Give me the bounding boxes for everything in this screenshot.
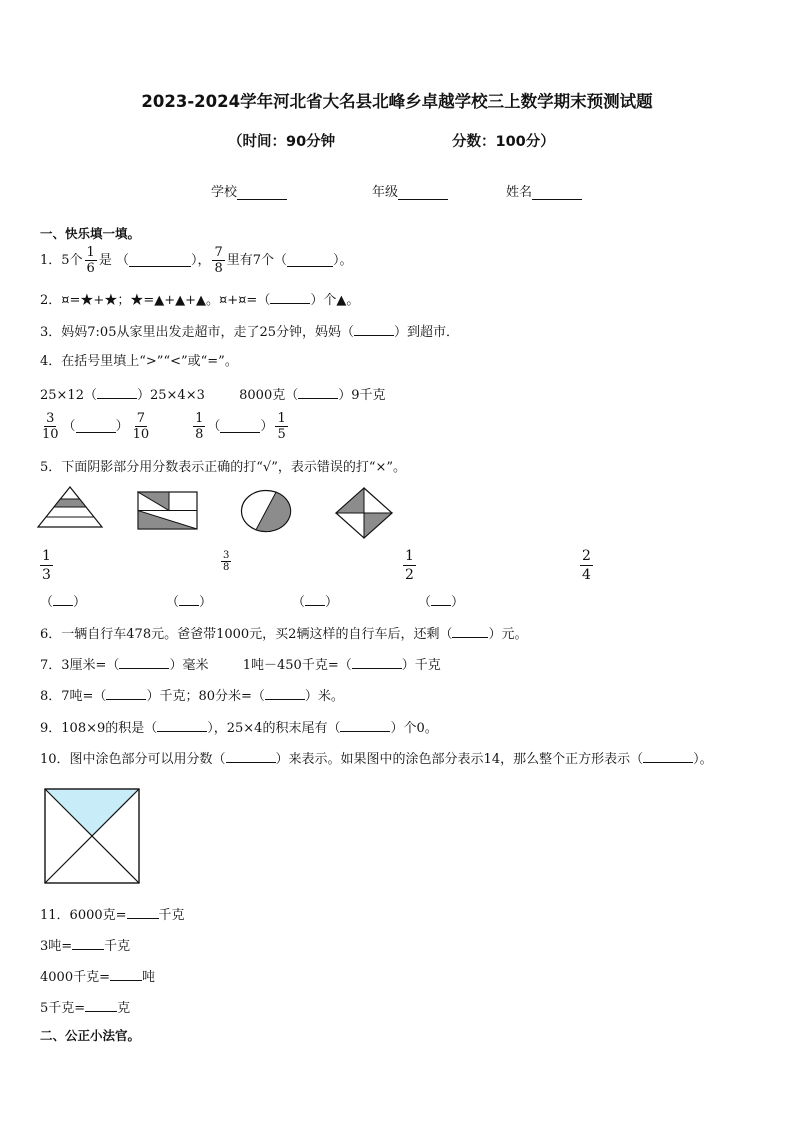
school-blank[interactable] [237, 186, 287, 200]
q1-blank-1[interactable] [129, 254, 191, 267]
school-label: 学校 [211, 185, 238, 200]
question-11-row-2 [40, 937, 130, 955]
q5-answer-2[interactable]: （ ） [166, 595, 213, 610]
q1-text-b: 是 （ [98, 252, 129, 268]
section-1-heading: 一、快乐填一填。 [40, 226, 141, 241]
q3-blank[interactable] [354, 323, 394, 336]
q6-blank[interactable] [452, 625, 488, 638]
q4-blank-3[interactable] [76, 420, 116, 433]
section-2-heading: 二、公正小法官。 [40, 1028, 141, 1043]
q7-text-a: 7．3厘米=（ [40, 658, 120, 673]
exam-time: （时间：90分钟 [228, 134, 336, 150]
q10-blank-1[interactable] [226, 750, 276, 763]
question-11-row-4 [40, 999, 130, 1017]
q4-text-c: 8000克（ [239, 388, 299, 403]
grade-label: 年级 [372, 185, 399, 200]
q2-text-a: 2．¤=★+★；★=▲+▲+▲。¤+¤=（ [40, 293, 271, 308]
question-3 [40, 323, 459, 341]
q10-blank-2[interactable] [643, 750, 693, 763]
q8-blank-2[interactable] [265, 687, 305, 700]
q2-text-b: ）个▲。 [310, 293, 360, 308]
q4-blank-1[interactable] [97, 386, 137, 399]
q5-fraction-1: $\frac{1}{3}$ [42, 548, 51, 583]
q4-text-d: ）9千克 [338, 388, 386, 403]
q1-text-g: ）。 [333, 252, 353, 268]
q5-answer-3[interactable]: （ ） [292, 595, 339, 610]
q10-text-c: ）。 [693, 752, 713, 767]
q9-text-b: ），25×4的积末尾有（ [207, 721, 341, 736]
question-1 [40, 245, 353, 276]
q8-text-b: ）千克；80分米=（ [146, 689, 265, 704]
q11-text-a: 11．6000克= [40, 908, 127, 923]
question-10 [40, 750, 713, 768]
q11-blank-4[interactable] [85, 999, 117, 1012]
q4-blank-2[interactable] [298, 386, 338, 399]
school-field[interactable] [211, 181, 287, 200]
q11-blank-3[interactable] [110, 968, 142, 981]
q9-blank-1[interactable] [157, 719, 207, 732]
q11-text-b: 3吨= [40, 939, 73, 954]
q3-text-b: ）到超市． [394, 325, 460, 340]
q11-unit-3: 吨 [141, 970, 155, 985]
q10-text-a: 10．图中涂色部分可以用分数（ [40, 752, 226, 767]
name-blank[interactable] [532, 186, 582, 200]
q9-text-a: 9．108×9的积是（ [40, 721, 158, 736]
q4-fraction-1-8: $\frac{1}{8}$ [195, 411, 204, 442]
question-4-row-1 [40, 386, 386, 404]
q4-fraction-1-5: $\frac{1}{5}$ [277, 411, 286, 442]
q1-fraction-1-6: $\frac{1}{6}$ [86, 245, 95, 276]
diamond-figure [334, 487, 394, 539]
q11-unit-4: 克 [117, 1001, 131, 1016]
question-11-row-3 [40, 968, 155, 986]
q7-blank-2[interactable] [352, 656, 402, 669]
circle-figure [240, 489, 292, 533]
q7-blank-1[interactable] [119, 656, 169, 669]
question-11-row-1 [40, 906, 185, 924]
q11-unit-1: 千克 [158, 908, 185, 923]
question-4-title: 4．在括号里填上“>”“<”或“=”。 [40, 354, 238, 369]
q5-answer-4[interactable]: （ ） [418, 595, 465, 610]
q4-fraction-7-10: $\frac{7}{10}$ [132, 411, 150, 442]
q1-blank-2[interactable] [287, 254, 333, 267]
q6-text-b: ）元。 [488, 627, 528, 642]
grade-field[interactable] [372, 181, 448, 200]
name-field[interactable] [506, 181, 582, 200]
question-2 [40, 291, 359, 309]
name-label: 姓名 [506, 185, 533, 200]
q3-text-a: 3．妈妈7:05从家里出发走超市，走了25分钟，妈妈（ [40, 325, 355, 340]
q4-text-b: ）25×4×3 [136, 388, 205, 403]
q8-blank-1[interactable] [106, 687, 146, 700]
question-5-title: 5．下面阴影部分用分数表示正确的打“√”，表示错误的打“×”。 [40, 460, 407, 475]
q7-text-b: ）毫米 [169, 658, 209, 673]
q11-unit-2: 千克 [104, 939, 131, 954]
q1-text-e: 里有7个（ [226, 252, 288, 268]
rectangle-figure [137, 491, 199, 531]
q4-blank-4[interactable] [220, 420, 260, 433]
q4-fraction-3-10: $\frac{3}{10}$ [42, 411, 59, 442]
q5-fraction-4: $\frac{2}{4}$ [582, 548, 591, 583]
q11-text-c: 4000千克= [40, 970, 110, 985]
q4-paren-right-2: ） [260, 418, 274, 434]
grade-blank[interactable] [398, 186, 448, 200]
question-8 [40, 687, 344, 705]
q9-text-c: ）个0。 [390, 721, 438, 736]
q11-blank-2[interactable] [72, 937, 104, 950]
q1-text-a: 1．5个 [40, 252, 83, 268]
q4-paren-left-2: （ [207, 418, 221, 434]
question-4-row-2 [38, 411, 290, 442]
q11-blank-1[interactable] [127, 906, 159, 919]
q5-answer-1[interactable]: （ ） [40, 595, 87, 610]
exam-score: 分数：100分） [452, 134, 555, 150]
page-title: 2023-2024学年河北省大名县北峰乡卓越学校三上数学期末预测试题 [141, 92, 653, 111]
q4-text-a: 25×12（ [40, 388, 97, 403]
q9-blank-2[interactable] [340, 719, 390, 732]
q10-text-b: ）来表示。如果图中的涂色部分表示14，那么整个正方形表示（ [275, 752, 644, 767]
q5-fraction-2: $\frac{3}{8}$ [223, 550, 230, 573]
q8-text-c: ）米。 [304, 689, 344, 704]
q11-text-d: 5千克= [40, 1001, 86, 1016]
q1-fraction-7-8: $\frac{7}{8}$ [214, 245, 223, 276]
question-7 [40, 656, 441, 674]
q4-paren-left-1: （ [62, 418, 76, 434]
question-6 [40, 625, 527, 643]
q6-text-a: 6．一辆自行车478元。爸爸带1000元，买2辆这样的自行车后，还剩（ [40, 627, 453, 642]
q7-text-d: ）千克 [401, 658, 441, 673]
square-figure [43, 787, 141, 885]
q5-fraction-3: $\frac{1}{2}$ [405, 548, 414, 583]
triangle-figure [36, 486, 104, 530]
q8-text-a: 8．7吨=（ [40, 689, 107, 704]
q4-paren-right-1: ） [115, 418, 129, 434]
q1-text-c: ）， [190, 252, 211, 268]
q2-blank[interactable] [270, 291, 310, 304]
question-9 [40, 719, 438, 737]
q7-text-c: 1吨－450千克=（ [242, 658, 352, 673]
